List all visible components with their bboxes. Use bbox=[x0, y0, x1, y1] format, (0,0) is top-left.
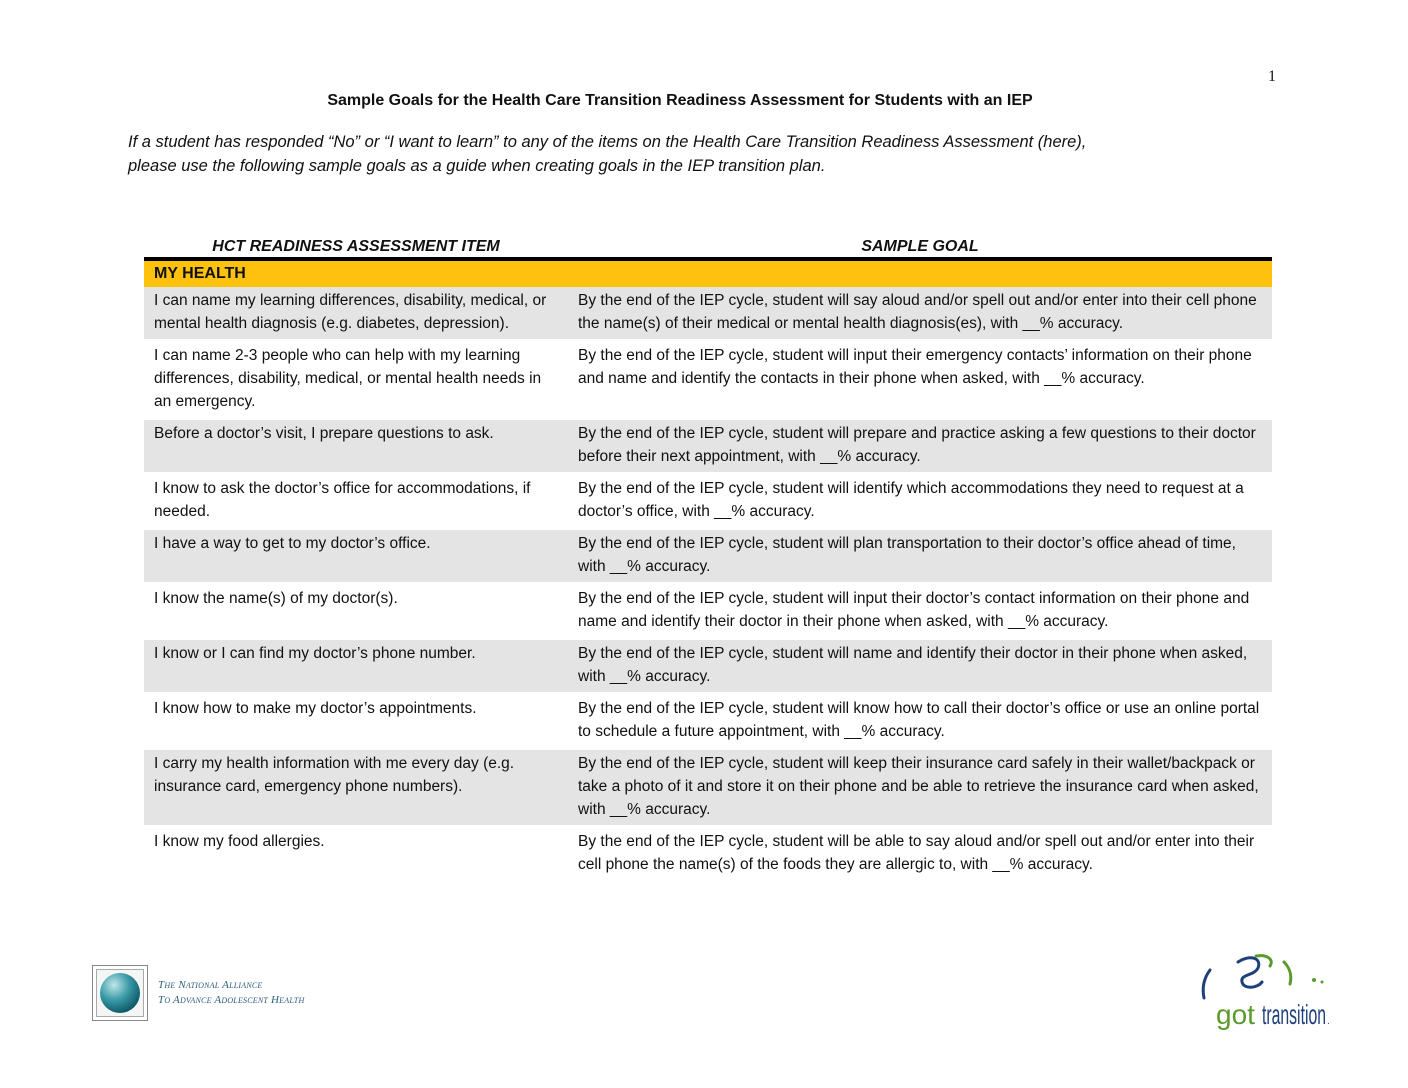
page-number: 1 bbox=[1268, 68, 1276, 85]
sample-goal: By the end of the IEP cycle, student will name and identify their doctor in their phone when asked, with __% accuracy. bbox=[578, 645, 1248, 685]
table-row bbox=[144, 695, 1272, 750]
assessment-item: Before a doctor’s visit, I prepare questions to ask. bbox=[154, 425, 494, 442]
national-alliance-logo bbox=[92, 965, 304, 1021]
sample-goal: By the end of the IEP cycle, student will input their emergency contacts’ information on their phone and name and identify the contacts in their phone when asked, with __% accuracy. bbox=[578, 347, 1252, 387]
goals-table bbox=[144, 234, 1272, 883]
globe-logo-frame bbox=[92, 965, 148, 1021]
section-header-my-health: MY HEALTH bbox=[144, 261, 1272, 287]
document-title: Sample Goals for the Health Care Transition Readiness Assessment for Students with an IEP bbox=[327, 92, 1033, 109]
assessment-item: I can name my learning differences, disability, medical, or mental health diagnosis (e.g. diabetes, depression). bbox=[154, 292, 547, 332]
table-row bbox=[144, 585, 1272, 640]
alliance-line-1: The National Alliance bbox=[158, 979, 263, 991]
table-row bbox=[144, 287, 1272, 342]
assessment-item: I know how to make my doctor’s appointments. bbox=[154, 700, 477, 717]
table-header bbox=[144, 234, 1272, 261]
sample-goal: By the end of the IEP cycle, student will prepare and practice asking a few questions to their doctor before their next appointment, with __% accuracy. bbox=[578, 425, 1256, 465]
got-transition-logo bbox=[1196, 952, 1336, 1032]
table-row bbox=[144, 342, 1272, 420]
got-text: got bbox=[1216, 999, 1255, 1030]
got-transition-logo-icon bbox=[1196, 952, 1336, 1032]
intro-paragraph bbox=[128, 130, 1228, 178]
sample-goal: By the end of the IEP cycle, student will keep their insurance card safely in their wallet/backpack or take a photo of it and store it on their phone and be able to retrieve the insurance card when asked, with __% accuracy. bbox=[578, 755, 1259, 818]
alliance-line-2: To Advance Adolescent Health bbox=[158, 994, 305, 1006]
assessment-item: I can name 2-3 people who can help with my learning differences, disability, medical, or mental health needs in an emergency. bbox=[154, 347, 542, 410]
intro-line-2: please use the following sample goals as a guide when creating goals in the IEP transition plan. bbox=[128, 157, 826, 175]
table-row bbox=[144, 420, 1272, 475]
column-header-item: HCT READINESS ASSESSMENT ITEM bbox=[212, 238, 500, 255]
table-row bbox=[144, 640, 1272, 695]
assessment-item: I carry my health information with me every day (e.g. insurance card, emergency phone numbers). bbox=[154, 755, 515, 795]
sample-goal: By the end of the IEP cycle, student will say aloud and/or spell out and/or enter into their cell phone the name(s) of their medical or mental health diagnosis(es), with __% accuracy. bbox=[578, 292, 1257, 332]
alliance-name bbox=[158, 978, 304, 1008]
table-row bbox=[144, 530, 1272, 585]
assessment-item: I know to ask the doctor’s office for accommodations, if needed. bbox=[154, 480, 531, 520]
sample-goal: By the end of the IEP cycle, student will input their doctor’s contact information on their phone and name and identify their doctor in their phone when asked, with __% accuracy. bbox=[578, 590, 1250, 630]
assessment-item: I know my food allergies. bbox=[154, 833, 325, 850]
assessment-item: I know the name(s) of my doctor(s). bbox=[154, 590, 398, 607]
intro-line-1: If a student has responded “No” or “I want to learn” to any of the items on the Health Care Transition Readiness Assessment (here), bbox=[128, 133, 1087, 151]
sample-goal: By the end of the IEP cycle, student will be able to say aloud and/or spell out and/or enter into their cell phone the name(s) of the foods they are allergic to, with __% accuracy. bbox=[578, 833, 1255, 873]
transition-text: transition bbox=[1262, 999, 1326, 1030]
svg-text:.: . bbox=[1327, 1016, 1330, 1027]
sample-goal: By the end of the IEP cycle, student will identify which accommodations they need to request at a doctor’s office, with __% accuracy. bbox=[578, 480, 1244, 520]
assessment-item: I know or I can find my doctor’s phone number. bbox=[154, 645, 476, 662]
sample-goal: By the end of the IEP cycle, student will plan transportation to their doctor’s office ahead of time, with __% accuracy. bbox=[578, 535, 1236, 575]
column-header-goal: SAMPLE GOAL bbox=[861, 238, 979, 255]
table-row bbox=[144, 475, 1272, 530]
sample-goal: By the end of the IEP cycle, student will know how to call their doctor’s office or use an online portal to schedule a future appointment, with __% accuracy. bbox=[578, 700, 1260, 740]
table-row bbox=[144, 828, 1272, 883]
assessment-item: I have a way to get to my doctor’s office. bbox=[154, 535, 431, 552]
globe-icon bbox=[100, 973, 140, 1013]
table-row bbox=[144, 750, 1272, 828]
